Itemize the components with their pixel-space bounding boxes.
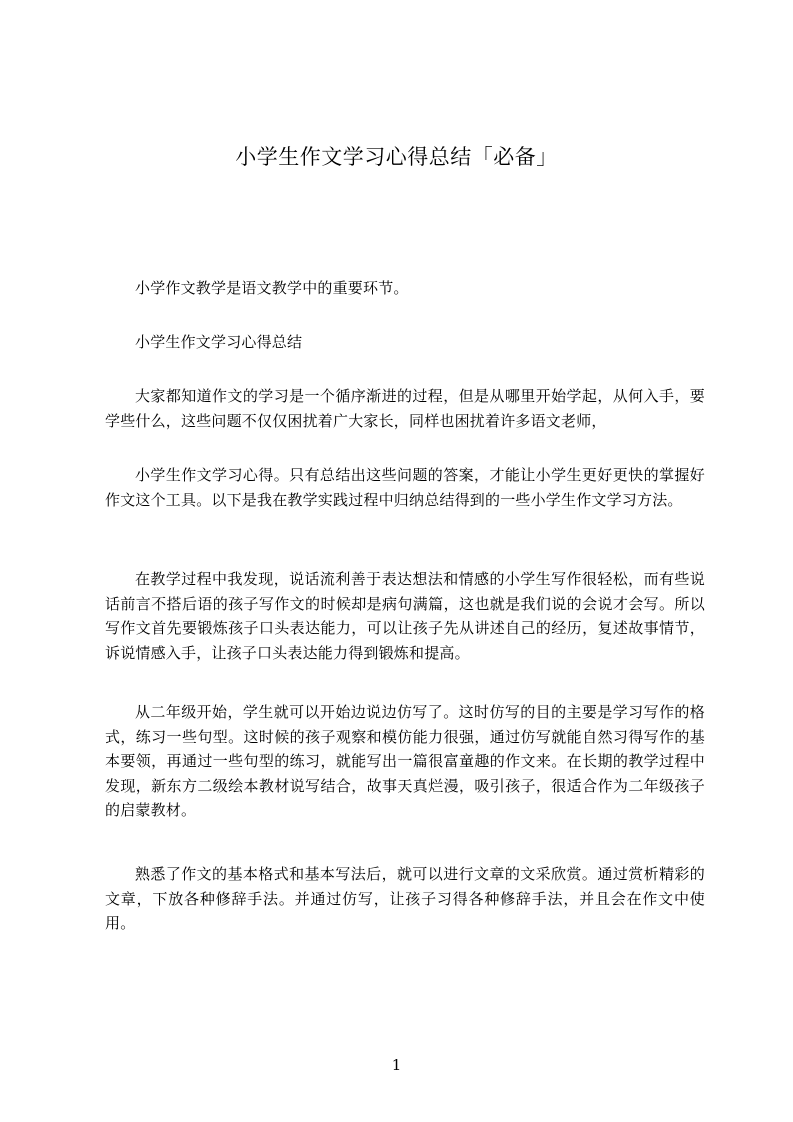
document-title: 小学生作文学习心得总结「必备」	[235, 145, 558, 169]
page-number: 1	[391, 1056, 402, 1074]
paragraph-rhetoric: 熟悉了作文的基本格式和基本写法后，就可以进行文章的文采欣赏。通过赏析精彩的文章，下放各种修辞手法。并通过仿写，让孩子习得各种修辞手法，并且会在作文中使用。	[105, 865, 705, 932]
paragraph-intro: 小学作文教学是语文教学中的重要环节。	[135, 279, 409, 297]
paragraph-summary: 小学生作文学习心得。只有总结出这些问题的答案，才能让小学生更好更快的掌握好作文这个工具。以下是我在教学实践过程中归纳总结得到的一些小学生作文学习方法。	[105, 466, 705, 509]
paragraph-subtitle: 小学生作文学习心得总结	[135, 333, 303, 351]
paragraph-speaking: 在教学过程中我发现，说话流利善于表达想法和情感的小学生写作很轻松，而有些说话前言不搭后语的孩子写作文的时候却是病句满篇，这也就是我们说的会说才会写。所以写作文首先要锻炼孩子口头表达能力，可以让孩子先从讲述自己的经历，复述故事情节，诉说情感入手，让孩子口头表达能力得到锻炼和提高。	[105, 570, 705, 662]
paragraph-question: 大家都知道作文的学习是一个循序渐进的过程，但是从哪里开始学起，从何入手，要学些什么，这些问题不仅仅困扰着广大家长，同样也困扰着许多语文老师，	[105, 387, 705, 430]
paragraph-imitation: 从二年级开始，学生就可以开始边说边仿写了。这时仿写的目的主要是学习写作的格式，练习一些句型。这时候的孩子观察和模仿能力很强，通过仿写就能自然习得写作的基本要领，再通过一些句型的练习，就能写出一篇很富童趣的作文来。在长期的教学过程中发现，新东方二级绘本教材说写结合，故事天真烂漫，吸引孩子，很适合作为二年级孩子的启蒙教材。	[105, 703, 705, 819]
